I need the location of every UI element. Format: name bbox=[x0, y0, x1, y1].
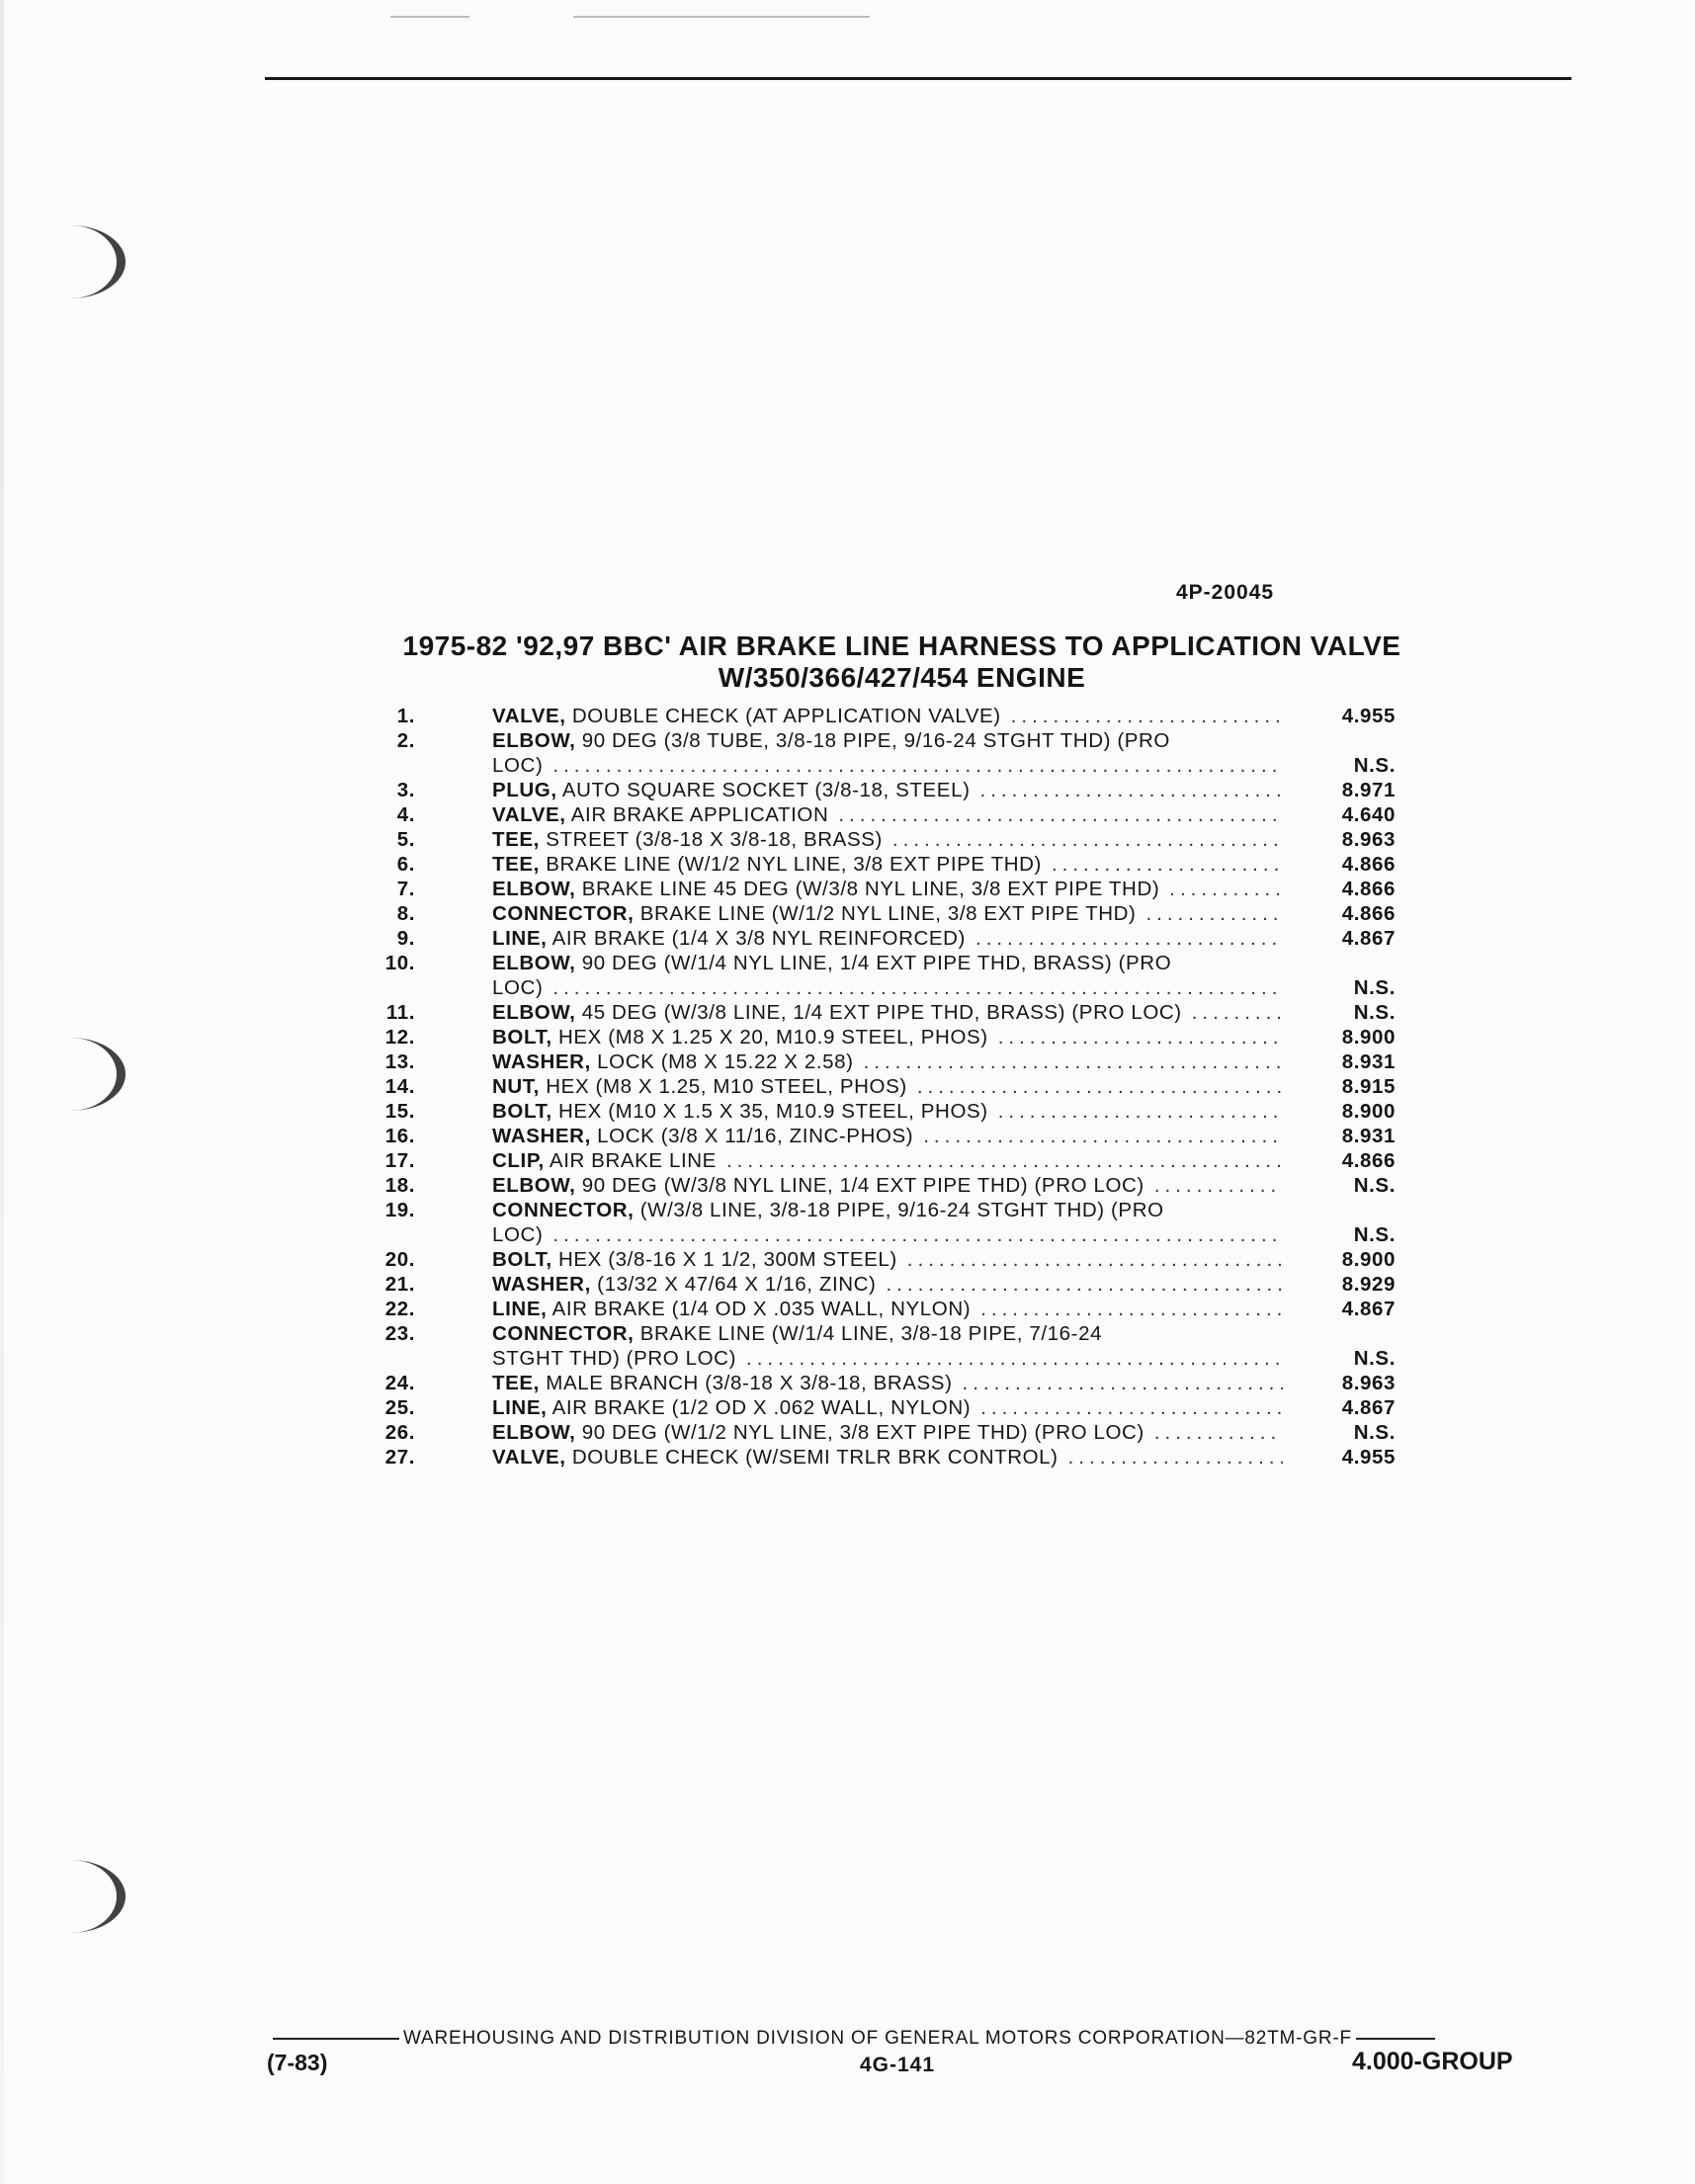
footer-division-line bbox=[273, 2028, 1538, 2050]
binder-hole bbox=[57, 1860, 126, 1933]
part-description bbox=[492, 1050, 1283, 1074]
page-title: 1975-82 '92,97 BBC' AIR BRAKE LINE HARNESS TO APPLICATION VALVE bbox=[402, 630, 1401, 661]
part-spec: LOC) bbox=[492, 976, 544, 999]
description-line bbox=[492, 1371, 1283, 1395]
description-text bbox=[492, 852, 1042, 877]
group-reference: N.S. bbox=[1353, 1174, 1396, 1197]
leader-dots bbox=[1192, 1000, 1283, 1025]
part-name: VALVE, bbox=[492, 1446, 566, 1469]
part-description bbox=[492, 1148, 1283, 1173]
parts-list bbox=[368, 704, 1415, 1470]
description-line bbox=[492, 1050, 1283, 1074]
part-number: 7. bbox=[396, 878, 415, 900]
part-description bbox=[492, 1000, 1283, 1025]
part-description bbox=[492, 802, 1283, 827]
part-row bbox=[368, 1173, 1415, 1198]
description-text bbox=[492, 1025, 988, 1050]
description-line bbox=[492, 1247, 1283, 1272]
part-name: ELBOW, bbox=[492, 878, 576, 900]
group-reference: N.S. bbox=[1353, 1223, 1396, 1246]
part-spec: HEX (M8 X 1.25, M10 STEEL, PHOS) bbox=[539, 1075, 907, 1098]
part-spec: AUTO SQUARE SOCKET (3/8-18, STEEL) bbox=[556, 779, 971, 801]
part-spec: AIR BRAKE LINE bbox=[544, 1149, 717, 1172]
part-row bbox=[368, 704, 1415, 728]
description-text bbox=[492, 1173, 1144, 1198]
description-text bbox=[492, 1297, 971, 1321]
part-row bbox=[368, 1321, 1415, 1371]
part-spec: (W/3/8 LINE, 3/8-18 PIPE, 9/16-24 STGHT THD) (PRO bbox=[634, 1199, 1164, 1221]
part-row bbox=[368, 1050, 1415, 1074]
part-description bbox=[492, 1099, 1283, 1124]
leader-dots bbox=[1145, 901, 1283, 926]
part-row bbox=[368, 1272, 1415, 1297]
part-number: 20. bbox=[384, 1248, 415, 1271]
group-reference: 4.867 bbox=[1341, 1298, 1396, 1320]
binder-hole bbox=[57, 1038, 126, 1111]
leader-dots bbox=[917, 1074, 1283, 1099]
group-reference: 8.900 bbox=[1341, 1026, 1396, 1049]
part-number: 3. bbox=[396, 779, 415, 801]
part-spec: LOC) bbox=[492, 754, 544, 777]
description-line bbox=[492, 1272, 1283, 1297]
part-description bbox=[492, 1247, 1283, 1272]
group-reference: 8.963 bbox=[1341, 1372, 1396, 1394]
part-spec: LOC) bbox=[492, 1223, 544, 1246]
part-row bbox=[368, 877, 1415, 901]
part-name: TEE, bbox=[492, 828, 540, 851]
part-number: 18. bbox=[384, 1174, 415, 1197]
part-number: 1. bbox=[396, 705, 415, 727]
part-spec: HEX (M10 X 1.5 X 35, M10.9 STEEL, PHOS) bbox=[551, 1100, 988, 1123]
part-number: 22. bbox=[384, 1298, 415, 1320]
leader-dots bbox=[746, 1346, 1283, 1371]
binder-hole bbox=[57, 225, 126, 298]
description-text bbox=[492, 1074, 907, 1099]
description-line bbox=[492, 1321, 1283, 1346]
description-text bbox=[492, 753, 543, 778]
scan-mark bbox=[573, 16, 870, 18]
group-reference: N.S. bbox=[1353, 1001, 1396, 1024]
part-spec: BRAKE LINE 45 DEG (W/3/8 NYL LINE, 3/8 EXT PIPE THD) bbox=[575, 878, 1160, 900]
part-description bbox=[492, 1395, 1283, 1420]
part-number: 21. bbox=[384, 1273, 415, 1296]
leader-dots bbox=[886, 1272, 1283, 1297]
description-line bbox=[492, 1173, 1283, 1198]
part-description bbox=[492, 1272, 1283, 1297]
header-rule bbox=[265, 77, 1571, 80]
description-text bbox=[492, 1124, 913, 1148]
leader-dots bbox=[998, 1099, 1283, 1124]
part-number: 27. bbox=[384, 1446, 415, 1469]
description-line bbox=[492, 1148, 1283, 1173]
description-line bbox=[492, 827, 1283, 852]
footer-division: WAREHOUSING AND DISTRIBUTION DIVISION OF GENERAL MOTORS CORPORATION—82TM-GR-F bbox=[403, 2028, 1352, 2049]
part-row bbox=[368, 802, 1415, 827]
part-row bbox=[368, 951, 1415, 1000]
footer-group: 4.000-GROUP bbox=[1352, 2048, 1513, 2075]
leader-dots bbox=[1068, 1445, 1283, 1470]
description-line bbox=[492, 1025, 1283, 1050]
description-line bbox=[492, 926, 1283, 951]
part-name: BOLT, bbox=[492, 1026, 552, 1049]
part-number: 14. bbox=[384, 1075, 415, 1098]
description-text bbox=[492, 1198, 1164, 1222]
part-number: 10. bbox=[384, 952, 415, 974]
part-name: ELBOW, bbox=[492, 729, 576, 752]
part-name: ELBOW, bbox=[492, 952, 576, 974]
group-reference: 8.900 bbox=[1341, 1248, 1396, 1271]
group-reference: 4.640 bbox=[1341, 803, 1396, 826]
part-row bbox=[368, 1099, 1415, 1124]
part-row bbox=[368, 1124, 1415, 1148]
group-reference: 8.963 bbox=[1341, 828, 1396, 851]
part-spec: 90 DEG (3/8 TUBE, 3/8-18 PIPE, 9/16-24 STGHT THD) (PRO bbox=[575, 729, 1170, 752]
part-description bbox=[492, 704, 1283, 728]
part-row bbox=[368, 1297, 1415, 1321]
part-name: PLUG, bbox=[492, 779, 557, 801]
description-text bbox=[492, 951, 1171, 975]
part-spec: DOUBLE CHECK (AT APPLICATION VALVE) bbox=[565, 705, 1001, 727]
part-spec: BRAKE LINE (W/1/2 NYL LINE, 3/8 EXT PIPE THD) bbox=[634, 902, 1137, 925]
part-name: CONNECTOR, bbox=[492, 1322, 635, 1345]
group-reference: N.S. bbox=[1353, 1421, 1396, 1444]
description-text bbox=[492, 1272, 876, 1297]
figure-number: 4P-20045 bbox=[1176, 581, 1275, 604]
leader-dots bbox=[892, 827, 1283, 852]
group-reference: 8.971 bbox=[1341, 779, 1396, 801]
leader-dots bbox=[963, 1371, 1283, 1395]
part-name: TEE, bbox=[492, 853, 540, 876]
description-line bbox=[492, 1198, 1283, 1222]
description-text bbox=[492, 901, 1136, 926]
part-spec: AIR BRAKE APPLICATION bbox=[565, 803, 829, 826]
leader-dots bbox=[998, 1025, 1283, 1050]
part-description bbox=[492, 1297, 1283, 1321]
part-description bbox=[492, 1420, 1283, 1445]
leader-dots bbox=[923, 1124, 1283, 1148]
description-text bbox=[492, 778, 971, 802]
group-reference: 4.955 bbox=[1341, 705, 1396, 727]
part-name: ELBOW, bbox=[492, 1174, 576, 1197]
part-spec: 90 DEG (W/1/4 NYL LINE, 1/4 EXT PIPE THD, BRASS) (PRO bbox=[575, 952, 1172, 974]
part-spec: AIR BRAKE (1/2 OD X .062 WALL, NYLON) bbox=[547, 1396, 972, 1419]
footer-date: (7-83) bbox=[267, 2050, 328, 2075]
part-number: 2. bbox=[396, 729, 415, 752]
group-reference: 8.915 bbox=[1341, 1075, 1396, 1098]
group-reference: 4.866 bbox=[1341, 1149, 1396, 1172]
part-name: NUT, bbox=[492, 1075, 540, 1098]
part-description bbox=[492, 1173, 1283, 1198]
description-line bbox=[492, 1297, 1283, 1321]
description-text bbox=[492, 1420, 1144, 1445]
part-spec: LOCK (3/8 X 11/16, ZINC-PHOS) bbox=[590, 1125, 914, 1147]
description-text bbox=[492, 1247, 897, 1272]
part-number: 19. bbox=[384, 1199, 415, 1221]
part-description bbox=[492, 877, 1283, 901]
description-text bbox=[492, 728, 1170, 753]
part-name: CONNECTOR, bbox=[492, 902, 635, 925]
part-row bbox=[368, 1371, 1415, 1395]
description-line bbox=[492, 1346, 1283, 1371]
footer-rule bbox=[1356, 2038, 1435, 2040]
part-description bbox=[492, 1321, 1283, 1371]
part-spec: 45 DEG (W/3/8 LINE, 1/4 EXT PIPE THD, BRASS) (PRO LOC) bbox=[575, 1001, 1182, 1024]
part-row bbox=[368, 1025, 1415, 1050]
part-description bbox=[492, 951, 1283, 1000]
leader-dots bbox=[975, 926, 1283, 951]
group-reference: 8.900 bbox=[1341, 1100, 1396, 1123]
description-line bbox=[492, 1000, 1283, 1025]
part-spec: HEX (M8 X 1.25 X 20, M10.9 STEEL, PHOS) bbox=[551, 1026, 988, 1049]
part-spec: BRAKE LINE (W/1/2 NYL LINE, 3/8 EXT PIPE THD) bbox=[539, 853, 1042, 876]
part-number: 9. bbox=[396, 927, 415, 950]
part-spec: LOCK (M8 X 15.22 X 2.58) bbox=[590, 1050, 854, 1073]
description-line bbox=[492, 778, 1283, 802]
part-description bbox=[492, 1025, 1283, 1050]
description-text bbox=[492, 1371, 953, 1395]
part-number: 8. bbox=[396, 902, 415, 925]
leader-dots bbox=[980, 1395, 1283, 1420]
part-row bbox=[368, 1395, 1415, 1420]
part-name: LINE, bbox=[492, 1298, 548, 1320]
description-text bbox=[492, 1148, 717, 1173]
part-row bbox=[368, 852, 1415, 877]
description-line bbox=[492, 1099, 1283, 1124]
group-reference: 4.866 bbox=[1341, 902, 1396, 925]
part-row bbox=[368, 1148, 1415, 1173]
leader-dots bbox=[552, 753, 1283, 778]
group-reference: 4.866 bbox=[1341, 853, 1396, 876]
part-number: 24. bbox=[384, 1372, 415, 1394]
description-line bbox=[492, 704, 1283, 728]
part-number: 25. bbox=[384, 1396, 415, 1419]
part-name: VALVE, bbox=[492, 803, 566, 826]
footer-rule bbox=[273, 2038, 399, 2040]
description-line bbox=[492, 1445, 1283, 1470]
description-text bbox=[492, 1395, 971, 1420]
part-description bbox=[492, 778, 1283, 802]
part-description bbox=[492, 728, 1283, 778]
part-description bbox=[492, 926, 1283, 951]
part-row bbox=[368, 1420, 1415, 1445]
page-edge bbox=[0, 0, 4, 2184]
part-row bbox=[368, 1198, 1415, 1247]
part-name: TEE, bbox=[492, 1372, 540, 1394]
page-subtitle: W/350/366/427/454 ENGINE bbox=[718, 662, 1086, 693]
description-line bbox=[492, 1222, 1283, 1247]
leader-dots bbox=[838, 802, 1283, 827]
description-line bbox=[492, 802, 1283, 827]
leader-dots bbox=[1052, 852, 1283, 877]
group-reference: 8.931 bbox=[1341, 1050, 1396, 1073]
description-line bbox=[492, 1395, 1283, 1420]
group-reference: N.S. bbox=[1353, 1347, 1396, 1370]
part-row bbox=[368, 926, 1415, 951]
description-text bbox=[492, 1050, 854, 1074]
part-name: ELBOW, bbox=[492, 1001, 576, 1024]
part-description bbox=[492, 1074, 1283, 1099]
description-text bbox=[492, 926, 966, 951]
description-text bbox=[492, 1321, 1102, 1346]
part-spec: STREET (3/8-18 X 3/8-18, BRASS) bbox=[539, 828, 883, 851]
part-name: CLIP, bbox=[492, 1149, 545, 1172]
part-number: 26. bbox=[384, 1421, 415, 1444]
description-line bbox=[492, 901, 1283, 926]
part-spec: STGHT THD) (PRO LOC) bbox=[492, 1347, 736, 1370]
part-name: VALVE, bbox=[492, 705, 566, 727]
part-row bbox=[368, 778, 1415, 802]
leader-dots bbox=[907, 1247, 1283, 1272]
leader-dots bbox=[980, 1297, 1283, 1321]
part-spec: MALE BRANCH (3/8-18 X 3/8-18, BRASS) bbox=[539, 1372, 953, 1394]
part-row bbox=[368, 1074, 1415, 1099]
part-name: WASHER, bbox=[492, 1050, 591, 1073]
part-number: 4. bbox=[396, 803, 415, 826]
part-row bbox=[368, 1247, 1415, 1272]
part-spec: AIR BRAKE (1/4 X 3/8 NYL REINFORCED) bbox=[547, 927, 966, 950]
part-description bbox=[492, 1198, 1283, 1247]
part-name: BOLT, bbox=[492, 1248, 552, 1271]
part-name: ELBOW, bbox=[492, 1421, 576, 1444]
description-line bbox=[492, 728, 1283, 753]
group-reference: 4.866 bbox=[1341, 878, 1396, 900]
part-name: BOLT, bbox=[492, 1100, 552, 1123]
leader-dots bbox=[1169, 877, 1283, 901]
group-reference: N.S. bbox=[1353, 976, 1396, 999]
description-line bbox=[492, 1124, 1283, 1148]
group-reference: N.S. bbox=[1353, 754, 1396, 777]
part-spec: AIR BRAKE (1/4 OD X .035 WALL, NYLON) bbox=[547, 1298, 972, 1320]
part-name: WASHER, bbox=[492, 1125, 591, 1147]
group-reference: 8.931 bbox=[1341, 1125, 1396, 1147]
part-spec: 90 DEG (W/3/8 NYL LINE, 1/4 EXT PIPE THD) (PRO LOC) bbox=[575, 1174, 1144, 1197]
part-number: 13. bbox=[384, 1050, 415, 1073]
leader-dots bbox=[726, 1148, 1283, 1173]
part-description bbox=[492, 852, 1283, 877]
description-line bbox=[492, 753, 1283, 778]
part-spec: (13/32 X 47/64 X 1/16, ZINC) bbox=[590, 1273, 877, 1296]
leader-dots bbox=[1154, 1173, 1283, 1198]
part-number: 23. bbox=[384, 1322, 415, 1345]
description-text bbox=[492, 704, 1001, 728]
part-number: 17. bbox=[384, 1149, 415, 1172]
group-reference: 4.867 bbox=[1341, 1396, 1396, 1419]
part-description bbox=[492, 1445, 1283, 1470]
part-name: LINE, bbox=[492, 927, 548, 950]
part-number: 12. bbox=[384, 1026, 415, 1049]
description-text bbox=[492, 877, 1159, 901]
description-text bbox=[492, 802, 828, 827]
description-text bbox=[492, 827, 883, 852]
part-row bbox=[368, 901, 1415, 926]
part-row bbox=[368, 827, 1415, 852]
description-line bbox=[492, 951, 1283, 975]
group-reference: 8.929 bbox=[1341, 1273, 1396, 1296]
part-spec: BRAKE LINE (W/1/4 LINE, 3/8-18 PIPE, 7/16-24 bbox=[634, 1322, 1103, 1345]
group-reference: 4.867 bbox=[1341, 927, 1396, 950]
description-line bbox=[492, 1420, 1283, 1445]
description-text bbox=[492, 1099, 988, 1124]
part-spec: HEX (3/8-16 X 1 1/2, 300M STEEL) bbox=[551, 1248, 897, 1271]
part-description bbox=[492, 827, 1283, 852]
part-number: 6. bbox=[396, 853, 415, 876]
part-spec: 90 DEG (W/1/2 NYL LINE, 3/8 EXT PIPE THD) (PRO LOC) bbox=[575, 1421, 1144, 1444]
scan-mark bbox=[390, 16, 469, 18]
description-line bbox=[492, 975, 1283, 1000]
part-number: 16. bbox=[384, 1125, 415, 1147]
description-text bbox=[492, 1445, 1059, 1470]
leader-dots bbox=[1011, 704, 1283, 728]
part-number: 11. bbox=[385, 1001, 415, 1024]
description-line bbox=[492, 877, 1283, 901]
description-line bbox=[492, 1074, 1283, 1099]
description-text bbox=[492, 1346, 736, 1371]
description-text bbox=[492, 975, 543, 1000]
part-number: 5. bbox=[396, 828, 415, 851]
part-number: 15. bbox=[384, 1100, 415, 1123]
part-description bbox=[492, 901, 1283, 926]
part-name: CONNECTOR, bbox=[492, 1199, 635, 1221]
footer-page-number: 4G-141 bbox=[860, 2054, 936, 2076]
group-reference: 4.955 bbox=[1341, 1446, 1396, 1469]
part-name: WASHER, bbox=[492, 1273, 591, 1296]
description-text bbox=[492, 1222, 543, 1247]
leader-dots bbox=[552, 975, 1283, 1000]
description-line bbox=[492, 852, 1283, 877]
part-row bbox=[368, 728, 1415, 778]
leader-dots bbox=[1154, 1420, 1283, 1445]
part-row bbox=[368, 1000, 1415, 1025]
description-text bbox=[492, 1000, 1182, 1025]
part-row bbox=[368, 1445, 1415, 1470]
part-spec: DOUBLE CHECK (W/SEMI TRLR BRK CONTROL) bbox=[565, 1446, 1059, 1469]
leader-dots bbox=[980, 778, 1284, 802]
part-description bbox=[492, 1124, 1283, 1148]
part-name: LINE, bbox=[492, 1396, 548, 1419]
leader-dots bbox=[864, 1050, 1283, 1074]
part-description bbox=[492, 1371, 1283, 1395]
leader-dots bbox=[552, 1222, 1283, 1247]
